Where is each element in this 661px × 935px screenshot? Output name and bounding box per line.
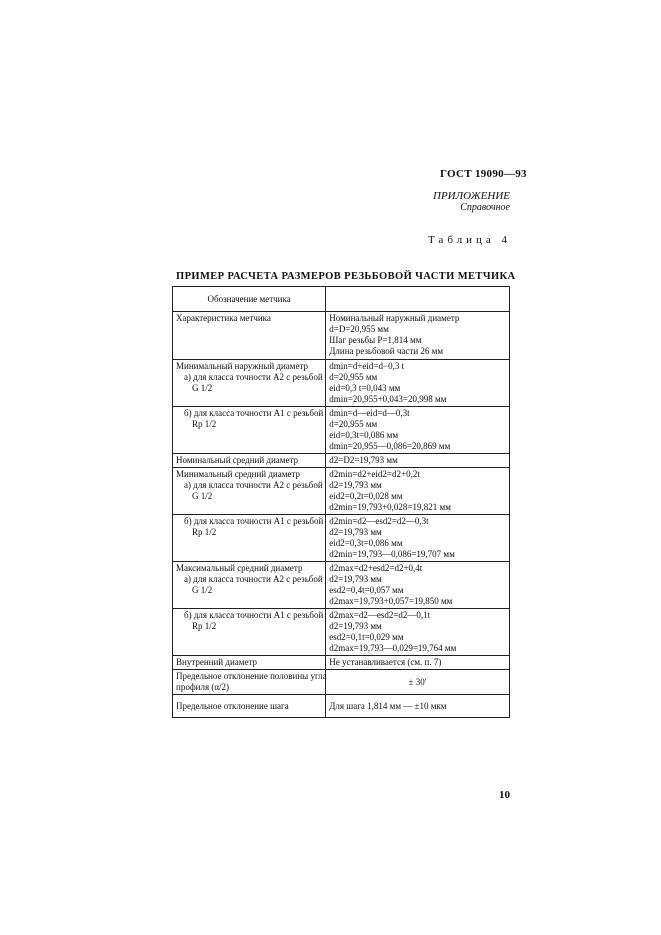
param-line: Характеристика метчика bbox=[176, 313, 271, 323]
value-cell bbox=[326, 468, 510, 515]
table-row bbox=[173, 656, 510, 670]
param-line: а) для класса точности А2 с резьбой bbox=[184, 574, 323, 584]
param-line: профиля (α/2) bbox=[176, 682, 230, 692]
param-line: Предельное отклонение половины угла bbox=[176, 671, 327, 681]
appendix-title: ПРИЛОЖЕНИЕ bbox=[433, 190, 510, 202]
param-line: Rp 1/2 bbox=[192, 419, 217, 429]
table-row bbox=[173, 360, 510, 407]
value-line: ± 30′ bbox=[408, 676, 427, 687]
value-cell bbox=[326, 609, 510, 656]
value-line: dmin=d+eid=d−0,3 t bbox=[329, 361, 405, 371]
value-line: d=20,955 мм bbox=[329, 372, 378, 382]
value-line: d=D=20,955 мм bbox=[329, 324, 389, 334]
value-line: d2=D2=19,793 мм bbox=[329, 455, 398, 465]
value-line: Шаг резьбы P=1,814 мм bbox=[329, 335, 422, 345]
param-line: Rp 1/2 bbox=[192, 527, 217, 537]
param-line: б) для класса точности А1 с резьбой bbox=[184, 408, 324, 418]
table-row bbox=[173, 609, 510, 656]
table-label: Таблица 4 bbox=[428, 234, 512, 246]
param-line: Предельное отклонение шага bbox=[176, 700, 289, 711]
value-cell bbox=[326, 360, 510, 407]
value-line: d2max=19,793+0,057=19,850 мм bbox=[329, 596, 453, 606]
table-row bbox=[173, 670, 510, 695]
param-cell bbox=[173, 454, 326, 468]
param-cell bbox=[173, 468, 326, 515]
table-row bbox=[173, 407, 510, 454]
value-line: dmin=20,955—0,086=20,869 мм bbox=[329, 441, 451, 451]
value-line: Длина резьбовой части 26 мм bbox=[329, 346, 444, 356]
param-line: Номинальный средний диаметр bbox=[176, 455, 299, 465]
param-line: а) для класса точности А2 с резьбой bbox=[184, 480, 323, 490]
table-row bbox=[173, 695, 510, 718]
table-header-row bbox=[173, 287, 510, 312]
param-line: б) для класса точности А1 с резьбой bbox=[184, 516, 324, 526]
document-title: ПРИМЕР РАСЧЕТА РАЗМЕРОВ РЕЗЬБОВОЙ ЧАСТИ МЕТЧИКА bbox=[176, 271, 516, 282]
page-number: 10 bbox=[499, 789, 510, 801]
value-cell bbox=[326, 407, 510, 454]
value-cell bbox=[326, 454, 510, 468]
table-row bbox=[173, 454, 510, 468]
appendix-type: Справочное bbox=[460, 202, 510, 213]
value-line: esd2=0,4t=0,057 мм bbox=[329, 585, 404, 595]
value-line: d2=19,793 мм bbox=[329, 574, 382, 584]
param-line: Rp 1/2 bbox=[192, 621, 217, 631]
value-line: dmin=d—eid=d—0,3t bbox=[329, 408, 410, 418]
header-cell-value bbox=[326, 287, 510, 312]
value-line: d2=19,793 мм bbox=[329, 621, 382, 631]
value-line: dmin=20,955+0,043=20,998 мм bbox=[329, 394, 447, 404]
value-line: d2=19,793 мм bbox=[329, 527, 382, 537]
value-line: eid2=0,2t=0,028 мм bbox=[329, 491, 403, 501]
param-line: Минимальный наружный диаметр bbox=[176, 361, 309, 371]
value-line: eid2=0,3t=0,086 мм bbox=[329, 538, 403, 548]
value-line: d2min=19,793—0,086=19,707 мм bbox=[329, 549, 455, 559]
param-line: Минимальный средний диаметр bbox=[176, 469, 300, 479]
table-row bbox=[173, 312, 510, 360]
param-cell bbox=[173, 407, 326, 454]
param-line: Внутренний диаметр bbox=[176, 657, 257, 667]
param-cell bbox=[173, 609, 326, 656]
value-line: Номинальный наружный диаметр bbox=[329, 313, 460, 323]
header-cell-designation: Обозначение метчика bbox=[173, 287, 326, 312]
table-row bbox=[173, 515, 510, 562]
value-line: d2max=d2+esd2=d2+0,4t bbox=[329, 563, 423, 573]
param-line: б) для класса точности А1 с резьбой bbox=[184, 610, 324, 620]
value-line: d2=19,793 мм bbox=[329, 480, 382, 490]
param-cell bbox=[173, 695, 326, 718]
param-line: G 1/2 bbox=[192, 383, 213, 393]
value-line: eid=0,3t=0,086 мм bbox=[329, 430, 399, 440]
value-line: d=20,955 мм bbox=[329, 419, 378, 429]
value-line: Не устанавливается (см. п. 7) bbox=[329, 657, 442, 667]
value-cell bbox=[326, 515, 510, 562]
param-line: G 1/2 bbox=[192, 491, 213, 501]
param-cell bbox=[173, 562, 326, 609]
value-cell bbox=[326, 312, 510, 360]
param-line: Максимальный средний диаметр bbox=[176, 563, 303, 573]
param-cell bbox=[173, 515, 326, 562]
param-line: а) для класса точности А2 с резьбой bbox=[184, 372, 323, 382]
param-cell bbox=[173, 656, 326, 670]
param-line: G 1/2 bbox=[192, 585, 213, 595]
value-cell bbox=[326, 670, 510, 695]
value-line: d2min=d2—esd2=d2—0,3t bbox=[329, 516, 429, 526]
value-cell bbox=[326, 695, 510, 718]
param-cell bbox=[173, 312, 326, 360]
value-line: esd2=0,1t=0,029 мм bbox=[329, 632, 404, 642]
value-line: Для шага 1,814 мм — ±10 мкм bbox=[329, 700, 447, 711]
calculation-table bbox=[172, 286, 510, 718]
value-line: eid=0,3 t=0,043 мм bbox=[329, 383, 401, 393]
value-cell bbox=[326, 562, 510, 609]
param-cell bbox=[173, 670, 326, 695]
value-line: d2max=19,793—0,029=19,764 мм bbox=[329, 643, 457, 653]
value-line: d2min=19,793+0,028=19,821 мм bbox=[329, 502, 451, 512]
value-line: d2min=d2+eid2=d2+0,2t bbox=[329, 469, 420, 479]
param-cell bbox=[173, 360, 326, 407]
table-row bbox=[173, 562, 510, 609]
gost-number: ГОСТ 19090—93 bbox=[440, 168, 527, 180]
table-row bbox=[173, 468, 510, 515]
value-line: d2max=d2—esd2=d2—0,1t bbox=[329, 610, 431, 620]
value-cell bbox=[326, 656, 510, 670]
